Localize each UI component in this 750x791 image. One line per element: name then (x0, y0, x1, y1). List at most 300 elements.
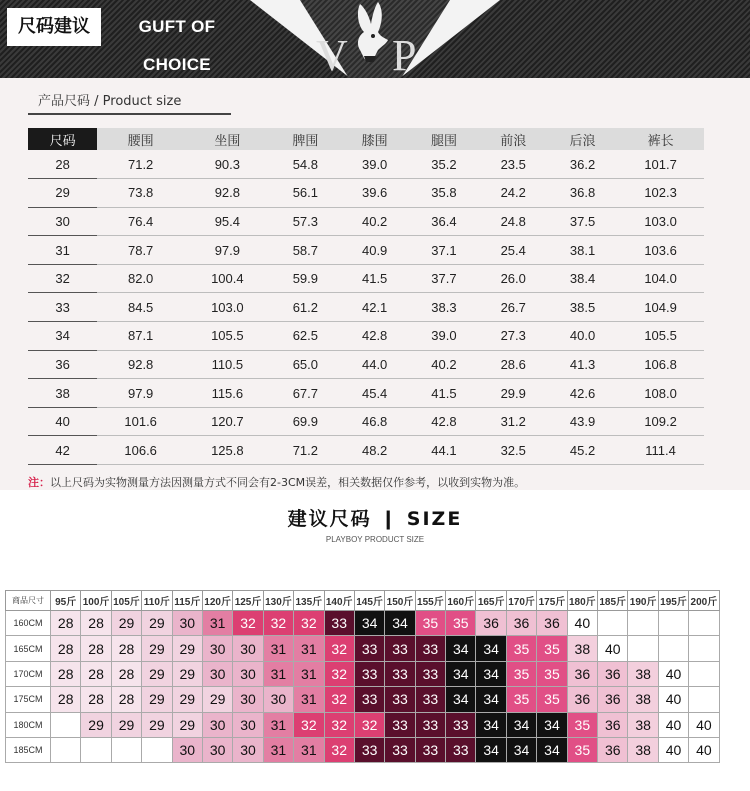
measure-cell: 97.9 (97, 379, 184, 408)
table-row (6, 661, 720, 686)
measure-cell: 71.2 (97, 150, 184, 179)
size-cell: 40 (598, 636, 628, 661)
measure-cell: 110.5 (184, 350, 271, 379)
size-cell: 29 (111, 611, 141, 636)
size-cell: 29 (142, 687, 172, 712)
measure-cell: 26.0 (479, 264, 548, 293)
size-cell: 34 (506, 737, 536, 762)
size-cell: 29 (81, 712, 111, 737)
size-cell: 36 (28, 350, 97, 379)
table-row (28, 436, 704, 465)
size-cell: 28 (111, 661, 141, 686)
weight-header: 170斤 (506, 591, 536, 611)
product-size-section (0, 78, 750, 490)
measure-cell: 125.8 (184, 436, 271, 465)
size-cell (81, 737, 111, 762)
table-row (28, 207, 704, 236)
size-cell (51, 712, 81, 737)
weight-header: 200斤 (689, 591, 719, 611)
size-cell: 34 (476, 712, 506, 737)
product-size-header-row (28, 128, 704, 150)
measure-cell: 101.6 (97, 407, 184, 436)
size-cell (689, 661, 719, 686)
measure-cell: 65.0 (271, 350, 340, 379)
size-cell: 40 (658, 737, 688, 762)
measure-cell: 84.5 (97, 293, 184, 322)
table-row (28, 293, 704, 322)
size-cell: 35 (567, 737, 597, 762)
measure-cell: 76.4 (97, 207, 184, 236)
measure-cell: 56.1 (271, 179, 340, 208)
weight-header: 115斤 (172, 591, 202, 611)
size-cell: 33 (415, 687, 445, 712)
weight-header: 100斤 (81, 591, 111, 611)
size-cell: 32 (324, 712, 354, 737)
measure-cell: 36.2 (548, 150, 617, 179)
measure-cell: 48.2 (340, 436, 409, 465)
size-cell: 33 (354, 737, 384, 762)
size-cell: 28 (81, 636, 111, 661)
size-cell (658, 636, 688, 661)
measure-cell: 104.9 (617, 293, 704, 322)
weight-header: 155斤 (415, 591, 445, 611)
column-header: 腰围 (97, 128, 184, 150)
weight-header: 150斤 (385, 591, 415, 611)
measure-cell: 41.5 (340, 264, 409, 293)
measure-cell: 45.4 (340, 379, 409, 408)
size-cell: 28 (51, 687, 81, 712)
size-cell: 33 (354, 636, 384, 661)
size-cell: 30 (28, 207, 97, 236)
measure-cell: 73.8 (97, 179, 184, 208)
measure-cell: 42.6 (548, 379, 617, 408)
measure-cell: 26.7 (479, 293, 548, 322)
size-cell: 28 (51, 636, 81, 661)
size-cell: 36 (598, 687, 628, 712)
size-cell: 32 (324, 737, 354, 762)
size-cell: 33 (28, 293, 97, 322)
size-cell: 33 (415, 737, 445, 762)
size-cell: 33 (415, 712, 445, 737)
measure-cell: 103.0 (617, 207, 704, 236)
measure-cell: 69.9 (271, 407, 340, 436)
column-header: 腿围 (409, 128, 478, 150)
size-cell: 35 (537, 687, 567, 712)
size-cell: 33 (385, 661, 415, 686)
measure-cell: 41.3 (548, 350, 617, 379)
measure-cell: 27.3 (479, 322, 548, 351)
size-cell: 29 (172, 687, 202, 712)
measure-cell: 38.4 (548, 264, 617, 293)
measure-cell: 90.3 (184, 150, 271, 179)
measure-cell: 37.1 (409, 236, 478, 265)
weight-header: 165斤 (476, 591, 506, 611)
height-header: 185CM (6, 737, 51, 762)
size-cell: 29 (142, 611, 172, 636)
size-cell (598, 611, 628, 636)
table-row (28, 179, 704, 208)
suggested-size-table (5, 590, 720, 763)
measure-cell: 39.6 (340, 179, 409, 208)
size-cell: 33 (354, 661, 384, 686)
measure-cell: 38.1 (548, 236, 617, 265)
measure-cell: 78.7 (97, 236, 184, 265)
size-cell: 34 (476, 661, 506, 686)
measure-cell: 28.6 (479, 350, 548, 379)
size-cell: 36 (598, 661, 628, 686)
size-cell: 36 (506, 611, 536, 636)
measure-cell: 29.9 (479, 379, 548, 408)
size-cell: 32 (324, 636, 354, 661)
size-cell (689, 687, 719, 712)
size-cell: 34 (28, 322, 97, 351)
size-cell: 30 (233, 636, 263, 661)
measure-cell: 87.1 (97, 322, 184, 351)
size-cell: 38 (628, 712, 658, 737)
size-cell: 31 (202, 611, 232, 636)
size-cell (51, 737, 81, 762)
size-cell: 31 (28, 236, 97, 265)
bunny-icon (338, 0, 402, 66)
size-cell: 32 (294, 611, 324, 636)
measure-cell: 38.5 (548, 293, 617, 322)
size-cell: 36 (598, 737, 628, 762)
size-cell: 29 (142, 712, 172, 737)
measure-cell: 24.8 (479, 207, 548, 236)
weight-header: 130斤 (263, 591, 293, 611)
size-cell: 28 (81, 611, 111, 636)
measure-cell: 92.8 (184, 179, 271, 208)
height-header: 170CM (6, 661, 51, 686)
measure-cell: 39.0 (409, 322, 478, 351)
table-row (6, 737, 720, 762)
measure-cell: 105.5 (617, 322, 704, 351)
table-row (28, 264, 704, 293)
size-advice-tag: 尺码建议 (7, 8, 101, 46)
size-cell (689, 611, 719, 636)
size-cell: 31 (263, 737, 293, 762)
height-header: 165CM (6, 636, 51, 661)
weight-header: 125斤 (233, 591, 263, 611)
size-cell: 32 (324, 687, 354, 712)
measure-cell: 24.2 (479, 179, 548, 208)
size-cell: 30 (263, 687, 293, 712)
measure-cell: 43.9 (548, 407, 617, 436)
size-cell: 35 (506, 636, 536, 661)
size-cell: 33 (385, 687, 415, 712)
measure-cell: 37.7 (409, 264, 478, 293)
measure-cell: 40.0 (548, 322, 617, 351)
size-cell: 34 (385, 611, 415, 636)
choice-tag: GUFT OF CHOICE (138, 17, 216, 74)
measure-cell: 54.8 (271, 150, 340, 179)
size-cell: 35 (415, 611, 445, 636)
size-cell: 30 (233, 687, 263, 712)
measure-cell: 106.6 (97, 436, 184, 465)
size-cell: 36 (598, 712, 628, 737)
measure-cell: 44.0 (340, 350, 409, 379)
corner-header: 商品尺寸 (6, 591, 51, 611)
size-cell: 34 (354, 611, 384, 636)
size-cell: 36 (476, 611, 506, 636)
size-cell: 40 (658, 687, 688, 712)
size-cell: 28 (51, 661, 81, 686)
measure-cell: 40.2 (409, 350, 478, 379)
size-cell: 38 (567, 636, 597, 661)
measure-cell: 40.2 (340, 207, 409, 236)
size-cell: 31 (263, 712, 293, 737)
size-cell: 38 (628, 737, 658, 762)
size-cell: 38 (28, 379, 97, 408)
measure-cell: 58.7 (271, 236, 340, 265)
vip-letter-p: P (392, 31, 417, 78)
measure-cell: 95.4 (184, 207, 271, 236)
measure-cell: 39.0 (340, 150, 409, 179)
size-cell: 35 (446, 611, 476, 636)
measure-cell: 59.9 (271, 264, 340, 293)
size-cell: 40 (567, 611, 597, 636)
size-cell: 42 (28, 436, 97, 465)
size-cell: 35 (506, 687, 536, 712)
measure-cell: 120.7 (184, 407, 271, 436)
table-row (28, 322, 704, 351)
size-cell: 31 (263, 661, 293, 686)
suggested-size-title: 建议尺码 ❙ SIZE (287, 508, 463, 530)
weight-header: 95斤 (51, 591, 81, 611)
size-cell: 28 (51, 611, 81, 636)
weight-header: 195斤 (658, 591, 688, 611)
measure-cell: 25.4 (479, 236, 548, 265)
vip-letter-v: V (316, 31, 348, 78)
weight-header: 185斤 (598, 591, 628, 611)
measure-cell: 45.2 (548, 436, 617, 465)
column-header: 膝围 (340, 128, 409, 150)
weight-header: 180斤 (567, 591, 597, 611)
size-cell: 30 (172, 737, 202, 762)
size-cell: 34 (537, 712, 567, 737)
size-cell: 35 (537, 636, 567, 661)
table-row (28, 236, 704, 265)
size-cell: 33 (354, 687, 384, 712)
weight-header: 175斤 (537, 591, 567, 611)
size-cell (142, 737, 172, 762)
measure-cell: 82.0 (97, 264, 184, 293)
size-cell: 28 (81, 661, 111, 686)
measure-cell: 102.3 (617, 179, 704, 208)
size-cell: 33 (324, 611, 354, 636)
size-cell: 33 (385, 737, 415, 762)
measure-cell: 32.5 (479, 436, 548, 465)
size-cell: 34 (446, 661, 476, 686)
weight-header: 190斤 (628, 591, 658, 611)
size-cell (689, 636, 719, 661)
measure-cell: 104.0 (617, 264, 704, 293)
size-cell: 31 (294, 661, 324, 686)
size-cell: 29 (28, 179, 97, 208)
size-cell: 40 (689, 737, 719, 762)
size-cell (628, 636, 658, 661)
size-cell: 34 (476, 636, 506, 661)
column-header: 尺码 (28, 128, 97, 150)
product-size-title: 产品尺码 / Product size (28, 90, 231, 115)
column-header: 坐围 (184, 128, 271, 150)
size-cell: 31 (294, 636, 324, 661)
weight-header-row (6, 591, 720, 611)
table-row (6, 611, 720, 636)
measure-cell: 44.1 (409, 436, 478, 465)
size-cell: 29 (172, 661, 202, 686)
measure-cell: 106.8 (617, 350, 704, 379)
size-cell: 29 (142, 661, 172, 686)
size-cell (658, 611, 688, 636)
measurement-note (28, 474, 525, 490)
size-cell: 40 (658, 712, 688, 737)
measure-cell: 108.0 (617, 379, 704, 408)
suggested-size-subtitle: PLAYBOY PRODUCT SIZE (325, 535, 425, 544)
size-cell: 30 (233, 661, 263, 686)
size-cell: 29 (172, 712, 202, 737)
size-cell: 34 (446, 687, 476, 712)
table-row (28, 379, 704, 408)
measure-cell: 35.2 (409, 150, 478, 179)
weight-header: 120斤 (202, 591, 232, 611)
size-cell: 29 (202, 687, 232, 712)
size-cell: 32 (233, 611, 263, 636)
measure-cell: 42.8 (340, 322, 409, 351)
column-header: 后浪 (548, 128, 617, 150)
measure-cell: 46.8 (340, 407, 409, 436)
size-cell: 36 (567, 661, 597, 686)
measure-cell: 111.4 (617, 436, 704, 465)
measure-cell: 103.0 (184, 293, 271, 322)
size-cell: 29 (142, 636, 172, 661)
column-header: 脾围 (271, 128, 340, 150)
size-cell: 30 (202, 712, 232, 737)
height-header: 180CM (6, 712, 51, 737)
size-cell: 40 (658, 661, 688, 686)
note-label: 注： (28, 476, 50, 489)
measure-cell: 105.5 (184, 322, 271, 351)
size-cell: 32 (263, 611, 293, 636)
measure-cell: 35.8 (409, 179, 478, 208)
size-cell: 32 (354, 712, 384, 737)
weight-header: 140斤 (324, 591, 354, 611)
table-row (6, 636, 720, 661)
size-cell: 34 (506, 712, 536, 737)
measure-cell: 41.5 (409, 379, 478, 408)
measure-cell: 38.3 (409, 293, 478, 322)
size-cell: 33 (446, 737, 476, 762)
size-cell: 34 (537, 737, 567, 762)
size-cell: 30 (202, 737, 232, 762)
measure-cell: 101.7 (617, 150, 704, 179)
size-cell: 33 (415, 636, 445, 661)
measure-cell: 71.2 (271, 436, 340, 465)
size-cell: 35 (537, 661, 567, 686)
measure-cell: 37.5 (548, 207, 617, 236)
size-cell: 36 (537, 611, 567, 636)
size-cell: 28 (81, 687, 111, 712)
size-cell: 31 (294, 687, 324, 712)
size-cell: 36 (567, 687, 597, 712)
size-cell: 33 (415, 661, 445, 686)
size-cell (628, 611, 658, 636)
size-cell: 29 (172, 636, 202, 661)
size-cell: 38 (628, 661, 658, 686)
size-cell: 30 (233, 737, 263, 762)
size-cell: 28 (111, 687, 141, 712)
table-row (28, 407, 704, 436)
size-cell (111, 737, 141, 762)
size-cell: 32 (294, 712, 324, 737)
height-header: 175CM (6, 687, 51, 712)
weight-header: 110斤 (142, 591, 172, 611)
size-cell: 29 (111, 712, 141, 737)
size-cell: 28 (28, 150, 97, 179)
size-cell: 33 (385, 636, 415, 661)
table-row (28, 350, 704, 379)
weight-header: 105斤 (111, 591, 141, 611)
measure-cell: 36.4 (409, 207, 478, 236)
size-cell: 30 (233, 712, 263, 737)
measure-cell: 23.5 (479, 150, 548, 179)
measure-cell: 92.8 (97, 350, 184, 379)
measure-cell: 115.6 (184, 379, 271, 408)
column-header: 裤长 (617, 128, 704, 150)
size-cell: 32 (324, 661, 354, 686)
header-banner (0, 0, 750, 78)
size-cell: 30 (202, 636, 232, 661)
table-row (6, 687, 720, 712)
measure-cell: 42.1 (340, 293, 409, 322)
note-text: 以上尺码为实物测量方法因测量方式不同会有2-3CM误差，相关数据仅作参考，以收到实物为准。 (50, 476, 526, 489)
measure-cell: 97.9 (184, 236, 271, 265)
size-cell: 33 (385, 712, 415, 737)
size-cell: 30 (172, 611, 202, 636)
size-cell: 31 (294, 737, 324, 762)
product-size-table (28, 128, 704, 465)
measure-cell: 103.6 (617, 236, 704, 265)
size-cell: 34 (476, 737, 506, 762)
weight-header: 145斤 (354, 591, 384, 611)
size-cell: 31 (263, 636, 293, 661)
measure-cell: 40.9 (340, 236, 409, 265)
measure-cell: 42.8 (409, 407, 478, 436)
size-cell: 28 (111, 636, 141, 661)
weight-header: 160斤 (446, 591, 476, 611)
size-cell: 35 (506, 661, 536, 686)
size-cell: 34 (476, 687, 506, 712)
measure-cell: 100.4 (184, 264, 271, 293)
column-header: 前浪 (479, 128, 548, 150)
size-cell: 35 (567, 712, 597, 737)
size-cell: 33 (446, 712, 476, 737)
size-cell: 40 (28, 407, 97, 436)
measure-cell: 57.3 (271, 207, 340, 236)
size-cell: 38 (628, 687, 658, 712)
height-header: 160CM (6, 611, 51, 636)
table-row (28, 150, 704, 179)
weight-header: 135斤 (294, 591, 324, 611)
size-cell: 34 (446, 636, 476, 661)
measure-cell: 36.8 (548, 179, 617, 208)
size-cell: 30 (202, 661, 232, 686)
measure-cell: 62.5 (271, 322, 340, 351)
size-cell: 32 (28, 264, 97, 293)
measure-cell: 109.2 (617, 407, 704, 436)
measure-cell: 67.7 (271, 379, 340, 408)
measure-cell: 61.2 (271, 293, 340, 322)
